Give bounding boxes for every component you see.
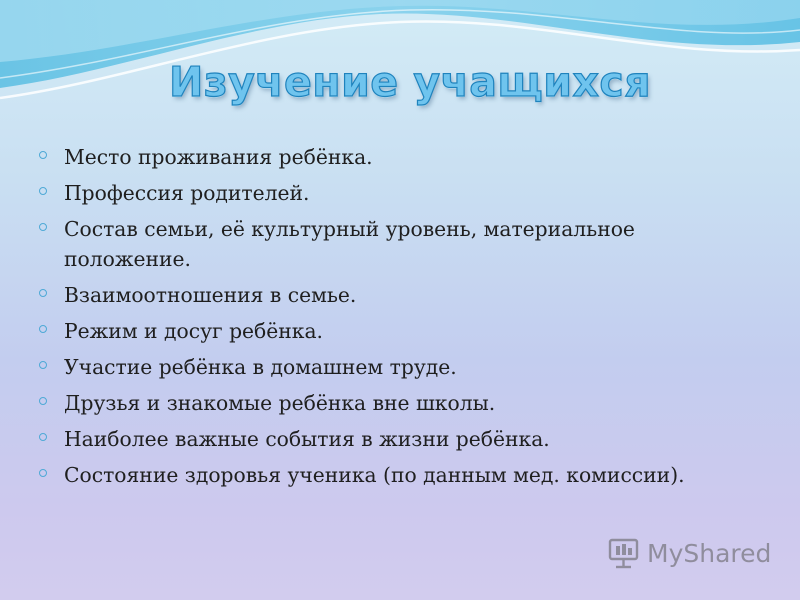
presentation-board-icon	[607, 536, 641, 570]
list-item-text: Друзья и знакомые ребёнка вне школы.	[64, 391, 496, 415]
circle-bullet-icon	[39, 397, 47, 405]
circle-bullet-icon	[39, 325, 47, 333]
list-item	[38, 214, 738, 274]
circle-bullet-icon	[39, 289, 47, 297]
list-item-text: Состав семьи, её культурный уровень, материальное положение.	[64, 217, 635, 271]
circle-bullet-icon	[39, 433, 47, 441]
list-item	[38, 352, 738, 382]
circle-bullet-icon	[39, 223, 47, 231]
bullet-list	[38, 142, 738, 496]
watermark-text: MyShared	[647, 538, 772, 568]
list-item-text: Место проживания ребёнка.	[64, 145, 373, 169]
circle-bullet-icon	[39, 187, 47, 195]
list-item	[38, 388, 738, 418]
list-item-text: Профессия родителей.	[64, 181, 310, 205]
list-item-text: Наиболее важные события в жизни ребёнка.	[64, 427, 550, 451]
slide-title: Изучение учащихся	[168, 58, 652, 106]
watermark-logo	[607, 536, 771, 570]
circle-bullet-icon	[39, 469, 47, 477]
list-item	[38, 178, 738, 208]
circle-bullet-icon	[39, 361, 47, 369]
list-item-text: Состояние здоровья ученика (по данным мед. комиссии).	[64, 463, 685, 487]
list-item-text: Режим и досуг ребёнка.	[64, 319, 324, 343]
list-item-text: Взаимоотношения в семье.	[64, 283, 357, 307]
list-item-text: Участие ребёнка в домашнем труде.	[64, 355, 457, 379]
list-item	[38, 142, 738, 172]
circle-bullet-icon	[39, 151, 47, 159]
list-item	[38, 280, 738, 310]
list-item	[38, 424, 738, 454]
list-item	[38, 316, 738, 346]
list-item	[38, 460, 738, 490]
